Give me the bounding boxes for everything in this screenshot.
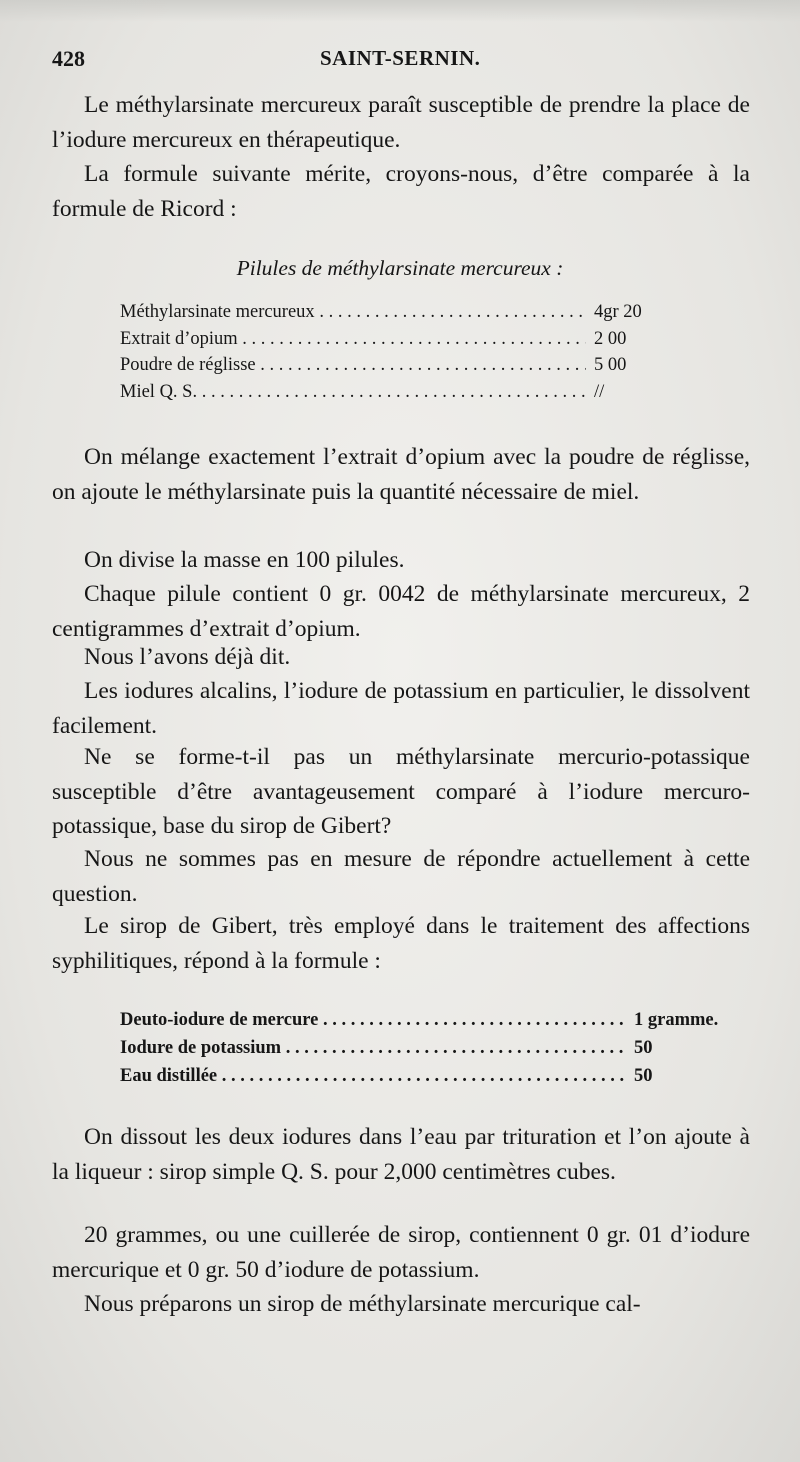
paragraph-13: Nous préparons un sirop de méthylarsinate mercurique cal- (84, 1291, 641, 1317)
paragraph-9: Nous ne sommes pas en mesure de répondre actuellement à cette question. (52, 846, 750, 907)
paragraph-6: Nous l’avons déjà dit. (84, 644, 291, 670)
ingredient-name: Poudre de réglisse . . . (120, 355, 586, 376)
recipe-row (120, 329, 680, 356)
recipe-title: Pilules de méthylarsinate mercureux : (236, 256, 564, 280)
ingredient-quantity: 4gr 20 (594, 302, 642, 322)
paragraph-10: Le sirop de Gibert, très employé dans le traitement des affections syphilitiques, répond à la formule : (52, 913, 750, 974)
paragraph-8: Ne se forme-t-il pas un méthylarsinate mercurio-potassique susceptible d’être avantageusement comparé à l’iodure mercuro-potassique, base du sirop de Gibert? (52, 744, 750, 839)
paragraph-11: On dissout les deux iodures dans l’eau par trituration et l’on ajoute à la liqueur : sirop simple Q. S. pour 2,000 centimètres cubes. (52, 1124, 750, 1185)
recipe-row (120, 1038, 752, 1066)
ingredient-name: Iodure de potassium . . . (120, 1038, 626, 1059)
page-number: 428 (52, 46, 85, 71)
paragraph-5: Chaque pilule contient 0 gr. 0042 de méthylarsinate mercureux, 2 centigrammes d’extrait d’opium. (52, 581, 750, 642)
ingredient-name: Deuto-iodure de mercure . . . (120, 1010, 626, 1031)
paragraph-3: On mélange exactement l’extrait d’opium avec la poudre de réglisse, on ajoute le méthylarsinate puis la quantité nécessaire de miel. (52, 444, 750, 505)
paragraph-12: 20 grammes, ou une cuillerée de sirop, contiennent 0 gr. 01 d’iodure mercurique et 0 gr. 50 d’iodure de potassium. (52, 1222, 750, 1283)
pill-recipe-table (120, 302, 680, 408)
recipe-row (120, 302, 680, 329)
ingredient-quantity: 1 gramme. (634, 1010, 719, 1030)
ingredient-name: Eau distillée . . . (120, 1066, 626, 1087)
page-header (52, 46, 752, 76)
running-head: SAINT-SERNIN. (320, 46, 481, 70)
paragraph-1: Le méthylarsinate mercureux paraît susceptible de prendre la place de l’iodure mercureux en thérapeutique. (52, 92, 750, 153)
ingredient-name: Méthylarsinate mercureux . . . (120, 302, 586, 323)
paragraph-2: La formule suivante mérite, croyons-nous, d’être comparée à la formule de Ricord : (52, 161, 750, 222)
ingredient-quantity: 5 00 (594, 355, 627, 375)
ingredient-quantity: 2 00 (594, 328, 627, 349)
recipe-row (120, 1066, 752, 1094)
ingredient-quantity: // (594, 381, 605, 402)
recipe-row (120, 382, 680, 409)
ingredient-quantity: 50 (634, 1038, 653, 1058)
recipe-row (120, 1010, 752, 1038)
ingredient-quantity: 50 (634, 1066, 653, 1086)
syrup-recipe-table (120, 1010, 752, 1094)
scan-edge-shadow (0, 0, 800, 22)
paragraph-4: On divise la masse en 100 pilules. (84, 547, 405, 573)
recipe-row (120, 355, 680, 382)
ingredient-name: Miel Q. S. . . . (120, 382, 586, 403)
paragraph-7: Les iodures alcalins, l’iodure de potassium en particulier, le dissolvent facilement. (52, 678, 750, 739)
ingredient-name: Extrait d’opium . . . (120, 329, 586, 350)
